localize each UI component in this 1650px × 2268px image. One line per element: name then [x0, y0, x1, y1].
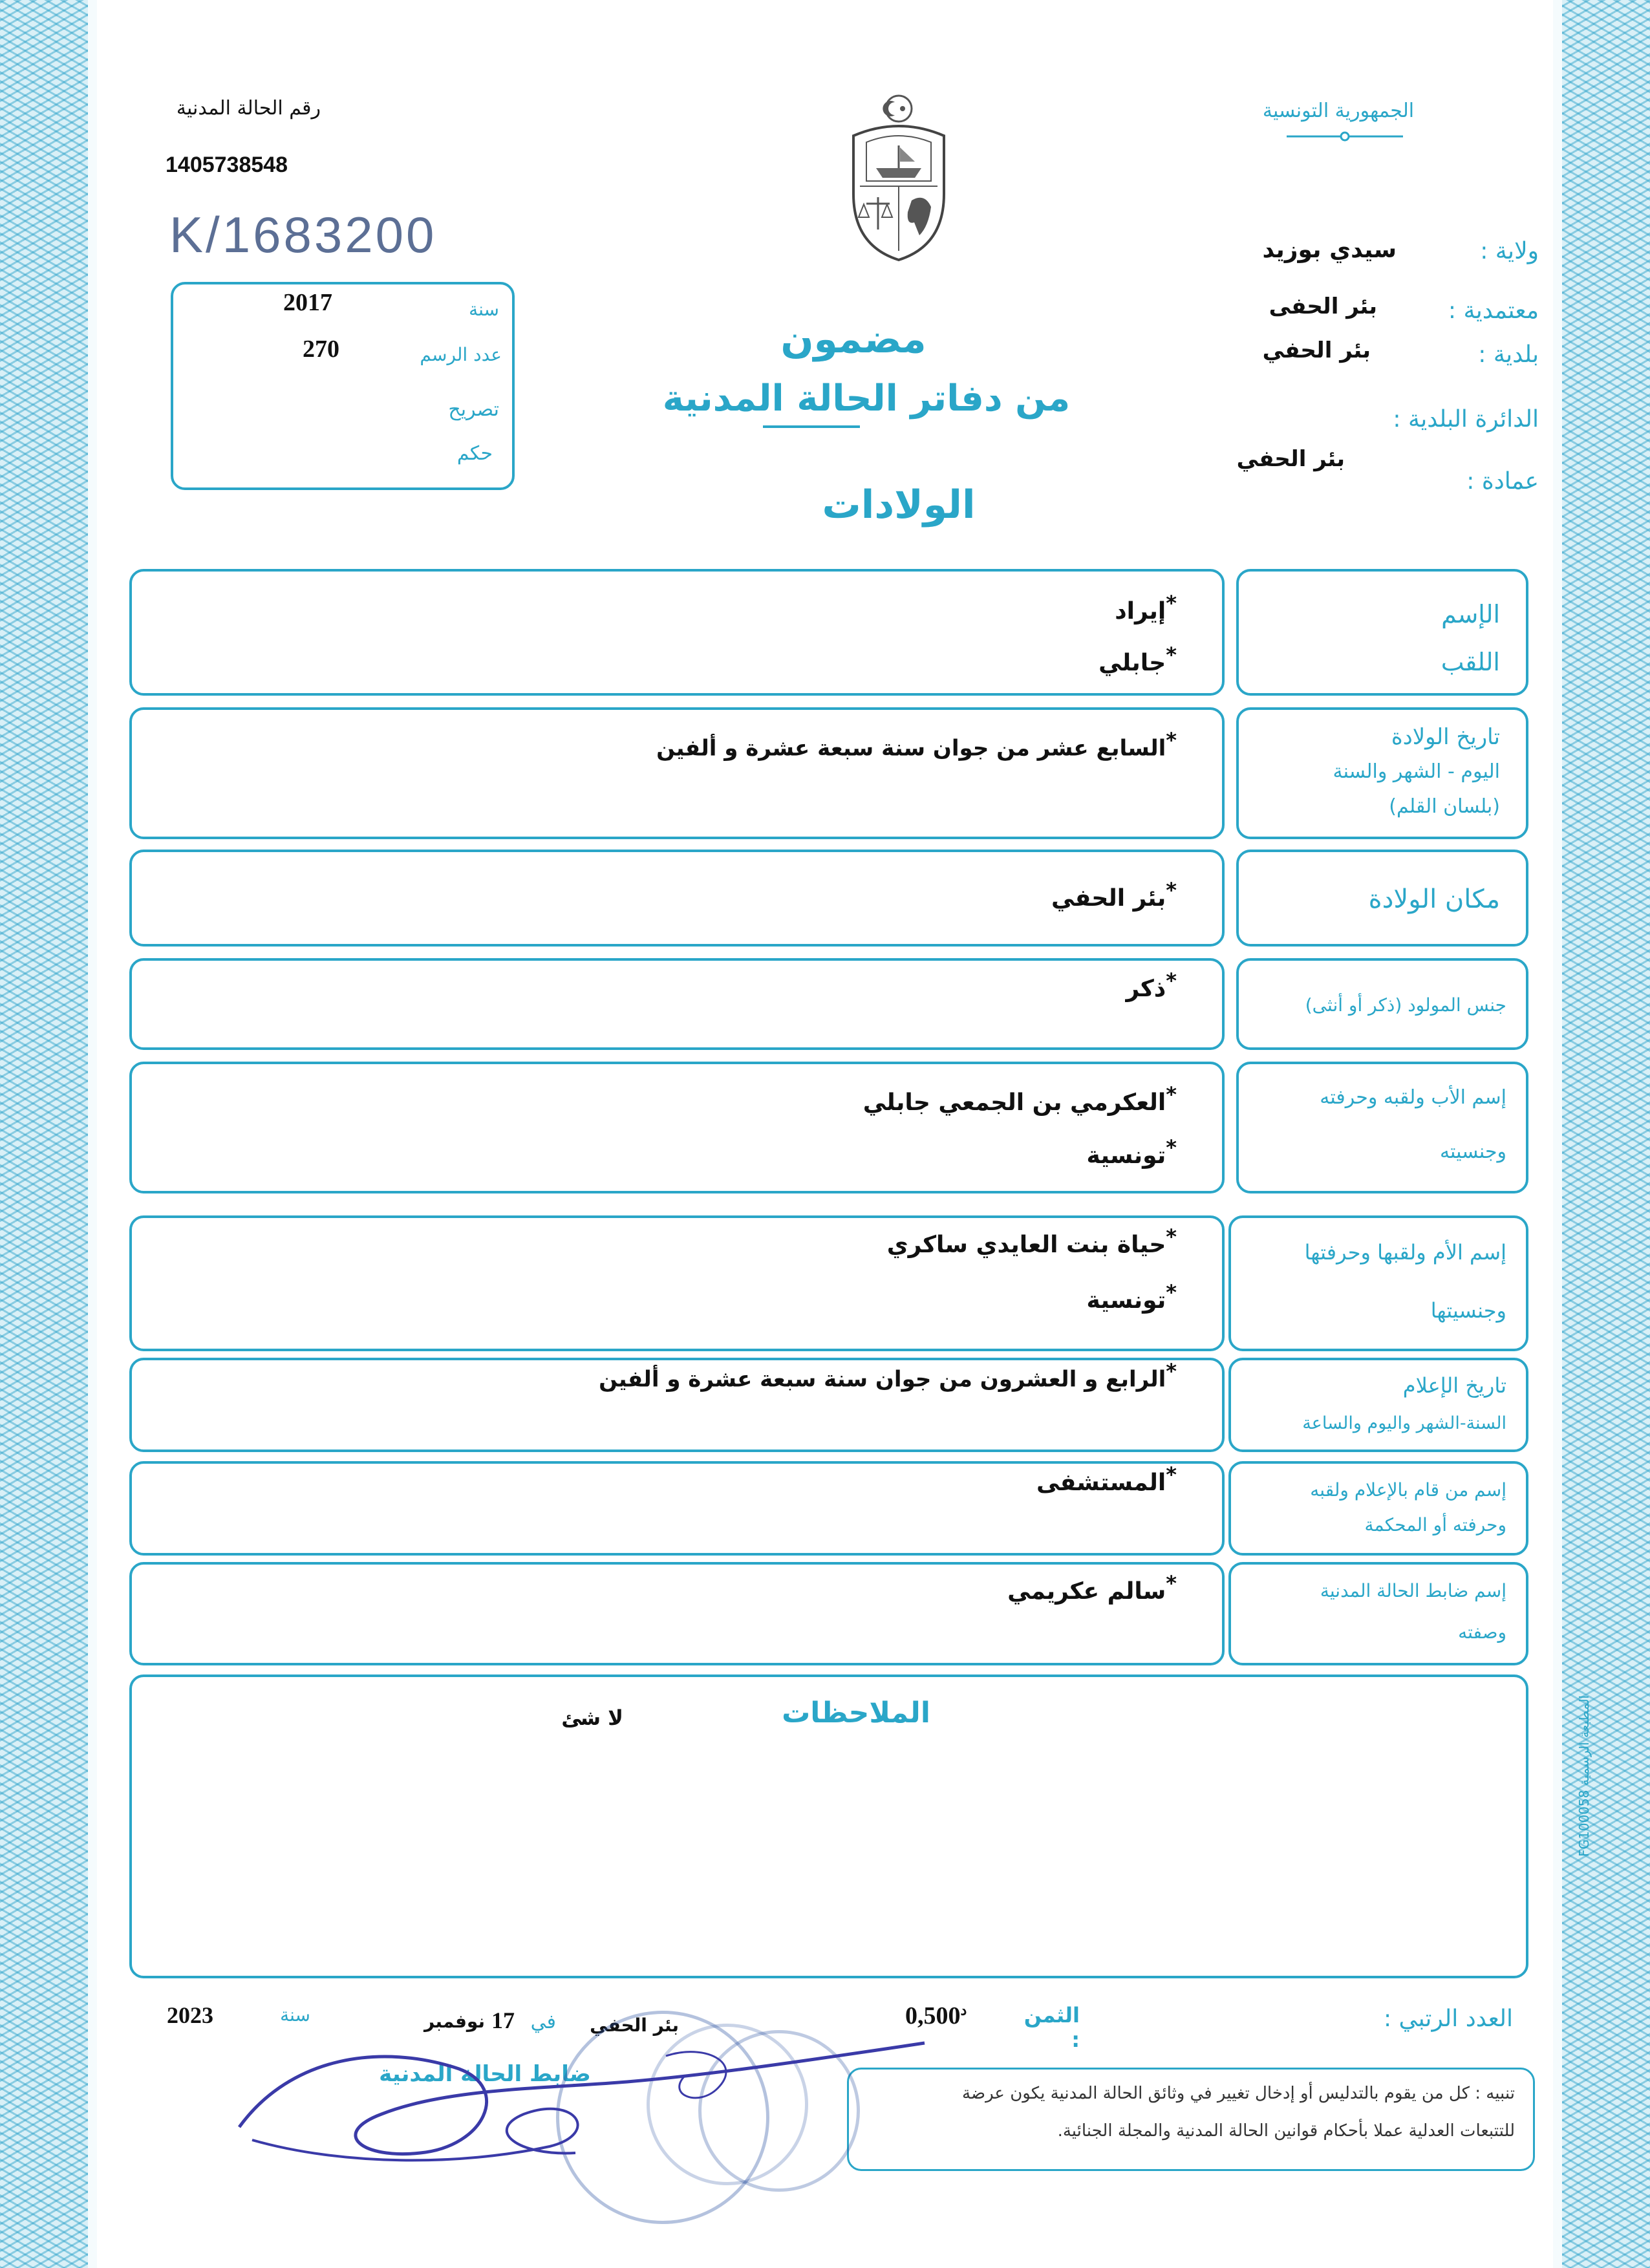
birth-place-value: *بئر الحفي — [1051, 878, 1177, 912]
wilaya-value: سيدي بوزيد — [1262, 237, 1397, 263]
printer-code: المطبعة الرسمية FG100058 — [1576, 1695, 1592, 1857]
price-value: $0,500^د$ — [905, 2002, 967, 2029]
sex-value: *ذكر — [1126, 968, 1177, 1002]
declarant-label-box — [1228, 1461, 1528, 1556]
date-place: بئر الحفي — [590, 2015, 679, 2036]
date-day: 17 — [491, 2007, 515, 2033]
father-value-box — [129, 1062, 1225, 1193]
first-name-label: الإسم — [1441, 600, 1500, 628]
declarant-label: إسم من قام بالإعلام ولقبه — [1310, 1479, 1506, 1501]
remarks-value: لا شئ — [561, 1706, 623, 1730]
district-label: الدائرة البلدية : — [1393, 406, 1539, 433]
officer-value-box — [129, 1562, 1225, 1665]
title-underline — [763, 425, 860, 428]
title-births: الولادات — [822, 482, 976, 528]
wilaya-label: ولاية : — [1480, 238, 1539, 264]
price-label: الثمن : — [1023, 2003, 1080, 2052]
signature-icon — [213, 2017, 957, 2185]
birth-place-label: مكان الولادة — [1368, 884, 1500, 914]
birth-date-note: (بلسان القلم) — [1389, 795, 1500, 818]
year-value-footer: 2023 — [167, 2002, 213, 2028]
serial-number: K/1683200 — [169, 206, 437, 263]
father-nationality-value: *تونسية — [1086, 1135, 1177, 1169]
warning-line-2: للتتبعات العدلية عملا بأحكام قوانين الحالة المدنية والمجلة الجنائية. — [1057, 2121, 1515, 2141]
left-security-border — [0, 0, 97, 2268]
sex-label-box — [1236, 958, 1528, 1050]
father-label-box — [1236, 1062, 1528, 1193]
year-label: سنة — [469, 299, 499, 320]
surname-label: اللقب — [1441, 648, 1500, 676]
birth-date-sublabel: اليوم - الشهر والسنة — [1333, 760, 1500, 783]
mother-label-box — [1228, 1215, 1528, 1351]
birth-date-value-box — [129, 707, 1225, 839]
right-security-border — [1553, 0, 1650, 2268]
warning-line-1: تنبيه : كل من يقوم بالتدليس أو إدخال تغيير في وثائق الحالة المدنية يكون عرضة — [962, 2084, 1515, 2103]
mother-name-value: *حياة بنت العايدي ساكري — [886, 1225, 1177, 1258]
birth-date-label: تاريخ الولادة — [1391, 724, 1500, 750]
declaration-label: تصريح — [448, 398, 499, 421]
officer-label-box — [1228, 1562, 1528, 1665]
birth-date-value: *السابع عشر من جوان سنة سبعة عشرة و ألفين — [656, 728, 1177, 762]
title-registers: من دفاتر الحالة المدنية — [662, 378, 1071, 420]
municipality-value: بئر الحفي — [1262, 337, 1371, 363]
judgment-label: حكم — [456, 442, 493, 465]
remarks-box — [129, 1674, 1528, 1978]
municipality-label: بلدية : — [1478, 341, 1539, 368]
father-label: إسم الأب ولقبه وحرفته — [1320, 1086, 1506, 1109]
declaration-date-value-box — [129, 1358, 1225, 1452]
first-name-value: *إيراد — [1115, 591, 1177, 625]
father-name-value: *العكرمي بن الجمعي جابلي — [862, 1082, 1177, 1116]
title-summary: مضمون — [780, 317, 927, 362]
date-month: نوفمبر — [423, 2011, 485, 2032]
declarant-sublabel: وحرفته أو المحكمة — [1364, 1514, 1506, 1535]
declarant-value: *المستشفى — [1036, 1462, 1177, 1496]
serial-label: العدد الرتبي : — [1383, 2006, 1513, 2032]
father-nationality-label: وجنسيته — [1439, 1140, 1506, 1163]
officer-label: إسم ضابط الحالة المدنية — [1320, 1580, 1506, 1601]
record-no: 270 — [303, 336, 339, 363]
declaration-date-sublabel: السنة-الشهر واليوم والساعة — [1302, 1413, 1506, 1433]
registry-box — [171, 282, 515, 490]
birth-place-value-box — [129, 850, 1225, 947]
name-label-box — [1236, 569, 1528, 696]
republic-ornament-icon — [1280, 127, 1409, 146]
sex-label: جنس المولود (ذكر أو أنثى) — [1305, 994, 1506, 1016]
republic-label: الجمهورية التونسية — [1262, 100, 1415, 122]
birth-place-label-box — [1236, 850, 1528, 947]
mother-nationality-value: *تونسية — [1086, 1280, 1177, 1314]
officer-title: ضابط الحالة المدنية — [379, 2061, 591, 2087]
civil-number-label: رقم الحالة المدنية — [176, 97, 321, 120]
record-no-label: عدد الرسم — [420, 344, 502, 365]
officer-value: *سالم عكريمي — [1007, 1571, 1177, 1605]
surname-value: *جابلي — [1098, 643, 1177, 676]
delegation-value: بئر الحفى — [1269, 294, 1377, 319]
name-value-box — [129, 569, 1225, 696]
date-in-label: في — [530, 2011, 556, 2033]
imada-label: عمادة : — [1466, 468, 1539, 495]
mother-nationality-label: وجنسيتها — [1430, 1298, 1506, 1323]
declarant-value-box — [129, 1461, 1225, 1556]
mother-value-box — [129, 1215, 1225, 1351]
officer-sublabel: وصفته — [1458, 1621, 1506, 1643]
registry-year: 2017 — [283, 289, 332, 316]
remarks-label: الملاحظات — [782, 1696, 930, 1729]
imada-value: بئر الحفي — [1236, 446, 1345, 472]
declaration-date-value: *الرابع و العشرون من جوان سنة سبعة عشرة و ألفين — [599, 1359, 1177, 1393]
coat-of-arms-icon — [841, 91, 957, 265]
mother-label: إسم الأم ولقبها وحرفتها — [1304, 1240, 1506, 1265]
declaration-date-label-box — [1228, 1358, 1528, 1452]
birth-date-label-box — [1236, 707, 1528, 839]
declaration-date-label: تاريخ الإعلام — [1402, 1373, 1506, 1398]
year-label-footer: سنة — [280, 2004, 310, 2026]
delegation-label: معتمدية : — [1448, 297, 1539, 324]
civil-number: 1405738548 — [166, 153, 288, 177]
sex-value-box — [129, 958, 1225, 1050]
